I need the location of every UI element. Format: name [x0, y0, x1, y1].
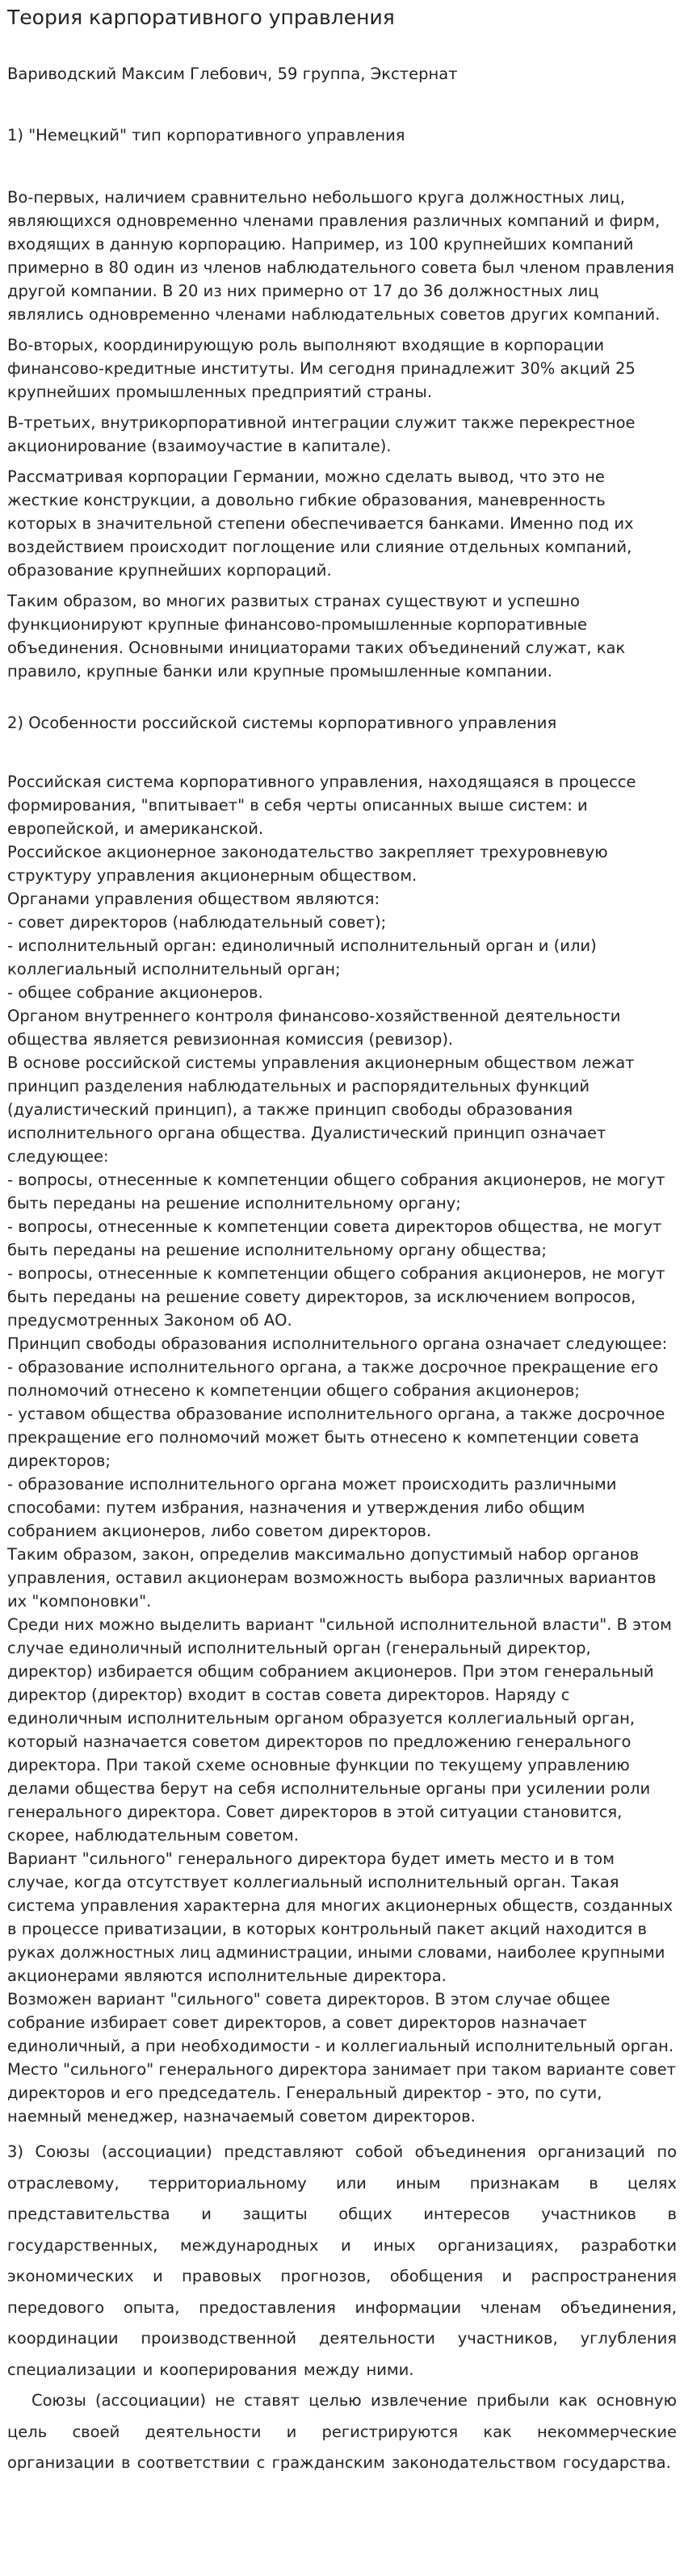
section-1-paragraph: В-третьих, внутрикорпоративной интеграции служит также перекрестное акционирование (взаимоучастие в капитале). — [7, 413, 636, 455]
section-1-paragraph: Таким образом, во многих развитых странах существуют и успешно функционируют крупные финансово-промышленные корпоративные объединения. Основными инициаторами таких объединений служат, как правило, крупные банки или крупные промышленные компании. — [7, 592, 626, 681]
section-3-paragraph: Союзы (ассоциации) не ставят целью извлечение прибыли как основную цель своей деятельности и регистрируются как некоммерческие организации в соответствии с гражданским законодательством государства. — [7, 2391, 677, 2472]
section-2-list-item: - общее собрание акционеров. — [7, 983, 263, 1002]
section-2-list-item: - образование исполнительного органа, а также досрочное прекращение его полномочий отнесено к компетенции общего собрания акционеров; — [7, 1358, 659, 1400]
section-3-body — [7, 2137, 677, 2479]
section-2-list-item: - исполнительный орган: единоличный исполнительный орган и (или) коллегиальный исполнительный орган; — [7, 936, 597, 978]
section-2-list-item: - образование исполнительного органа может происходить различными способами: путем избрания, назначения и утверждения либо общим собранием акционеров, либо советом директоров. — [7, 1475, 617, 1540]
section-2-list-item: - уставом общества образование исполнительного органа, а также досрочное прекращение его полномочий может быть отнесено к компетенции совета директоров; — [7, 1405, 665, 1470]
section-2-heading: 2) Особенности российской системы корпоративного управления — [7, 714, 557, 732]
section-2-list-item: - совет директоров (наблюдательный совет); — [7, 913, 387, 932]
section-2-paragraph: Органом внутреннего контроля финансово-хозяйственной деятельности общества является ревизионная комиссия (ревизор). — [7, 1007, 621, 1049]
section-1-heading: 1) "Немецкий" тип корпоративного управления — [7, 126, 405, 145]
author-line: Варивoдский Максим Глебович, 59 группа, Экстернат — [7, 65, 458, 83]
section-2-list-item: - вопросы, отнесенные к компетенции совета директоров общества, не могут быть переданы на решение исполнительному органу общества; — [7, 1217, 662, 1259]
section-2-paragraph: Российское акционерное законодательство закрепляет трехуровневую структуру управления акционерным обществом. — [7, 843, 608, 885]
section-1-paragraph: Во-первых, наличием сравнительно небольшого круга должностных лиц, являющихся одновременно членами правления различных компаний и фирм, входящих в данную корпорацию. Например, из 100 крупнейших компаний примерно в 80 один из членов наблюдательного совета был членом правления другой компании. В 20 из них примерно от 17 до 36 должностных лиц являлись одновременно членами наблюдательных советов других компаний. — [7, 188, 674, 324]
section-2-list-item: - вопросы, отнесенные к компетенции общего собрания акционеров, не могут быть переданы на решение совету директоров, за исключением вопросов, предусмотренных Законом об АО. — [7, 1264, 665, 1330]
section-2-body — [7, 770, 677, 2128]
section-2-paragraph: Таким образом, закон, определив максимально допустимый набор органов управления, оставил акционерам возможность выбора различных вариантов их "компоновки". — [7, 1545, 657, 1611]
section-1-body — [7, 186, 677, 683]
section-2-paragraph: Принцип свободы образования исполнительного органа означает следующее: — [7, 1334, 668, 1353]
section-2-list-item: - вопросы, отнесенные к компетенции общего собрания акционеров, не могут быть переданы на решение исполнительному органу; — [7, 1171, 665, 1213]
section-2-paragraph: Среди них можно выделить вариант "сильной исполнительной власти". В этом случае единоличный исполнительный орган (генеральный директор, директор) избирается общим собранием акционеров. При этом генеральный директор (директор) входит в состав совета директоров. Наряду с единоличным исполнительным органом образуется коллегиальный орган, который назначается советом директоров по предложению генерального директора. При такой схеме основные функции по текущему управлению делами общества берут на себя исполнительные органы при усилении роли генерального директора. Совет директоров в этой ситуации становится, скорее, наблюдательным советом. — [7, 1615, 672, 1845]
section-2-paragraph: Органами управления обществом являются: — [7, 890, 380, 908]
section-2-paragraph: Возможен вариант "сильного" совета директоров. В этом случае общее собрание избирает совет директоров, а совет директоров назначает единоличный, а при необходимости - и коллегиальный исполнительный орган. Место "сильного" генерального директора занимает при таком варианте совет директоров и его председатель. Генеральный директор - это, по сути, наемный менеджер, назначаемый советом директоров. — [7, 1990, 676, 2126]
page-title: Теория карпоративного управления — [7, 6, 395, 29]
section-2-paragraph: В основе российской системы управления акционерным обществом лежат принцип разделения наблюдательных и распорядительных функций (дуалистический принцип), а также принцип свободы образования исполнительного органа общества. Дуалистический принцип означает следующее: — [7, 1053, 635, 1166]
section-3-heading: 3) Союзы (ассоциации) представляют собой объединения организаций по отраслевому, территориальному или иным признакам в целях представительства и защиты общих интересов участников в государственных, международных и иных организациях, разработки экономических и правовых прогнозов, обобщения и распространения передового опыта, предоставления информации членам объединения, координации производственной деятельности участников, углубления специализации и кооперирования между ними. — [7, 2142, 677, 2379]
section-1-paragraph: Во-вторых, координирующую роль выполняют входящие в корпорации финансово-кредитные институты. Им сегодня принадлежит 30% акций 25 крупнейших промышленных предприятий страны. — [7, 336, 636, 401]
section-2-paragraph: Российская система корпоративного управления, находящаяся в процессе формирования, "впитывает" в себя черты описанных выше систем: и европейской, и американской. — [7, 773, 636, 838]
section-1-paragraph: Рассматривая корпорации Германии, можно сделать вывод, что это не жесткие конструкции, а довольно гибкие образования, маневренность которых в значительной степени обеспечивается банками. Именно под их воздействием происходит поглощение или слияние отдельных компаний, образование крупнейших корпораций. — [7, 467, 634, 580]
section-2-paragraph: Вариант "сильного" генерального директора будет иметь место и в том случае, когда отсутствует коллегиальный исполнительный орган. Такая система управления характерна для многих акционерных обществ, созданных в процессе приватизации, в которых контрольный пакет акций находится в руках должностных лиц администрации, иными словами, наиболее крупными акционерами являются исполнительные директора. — [7, 1849, 674, 1985]
